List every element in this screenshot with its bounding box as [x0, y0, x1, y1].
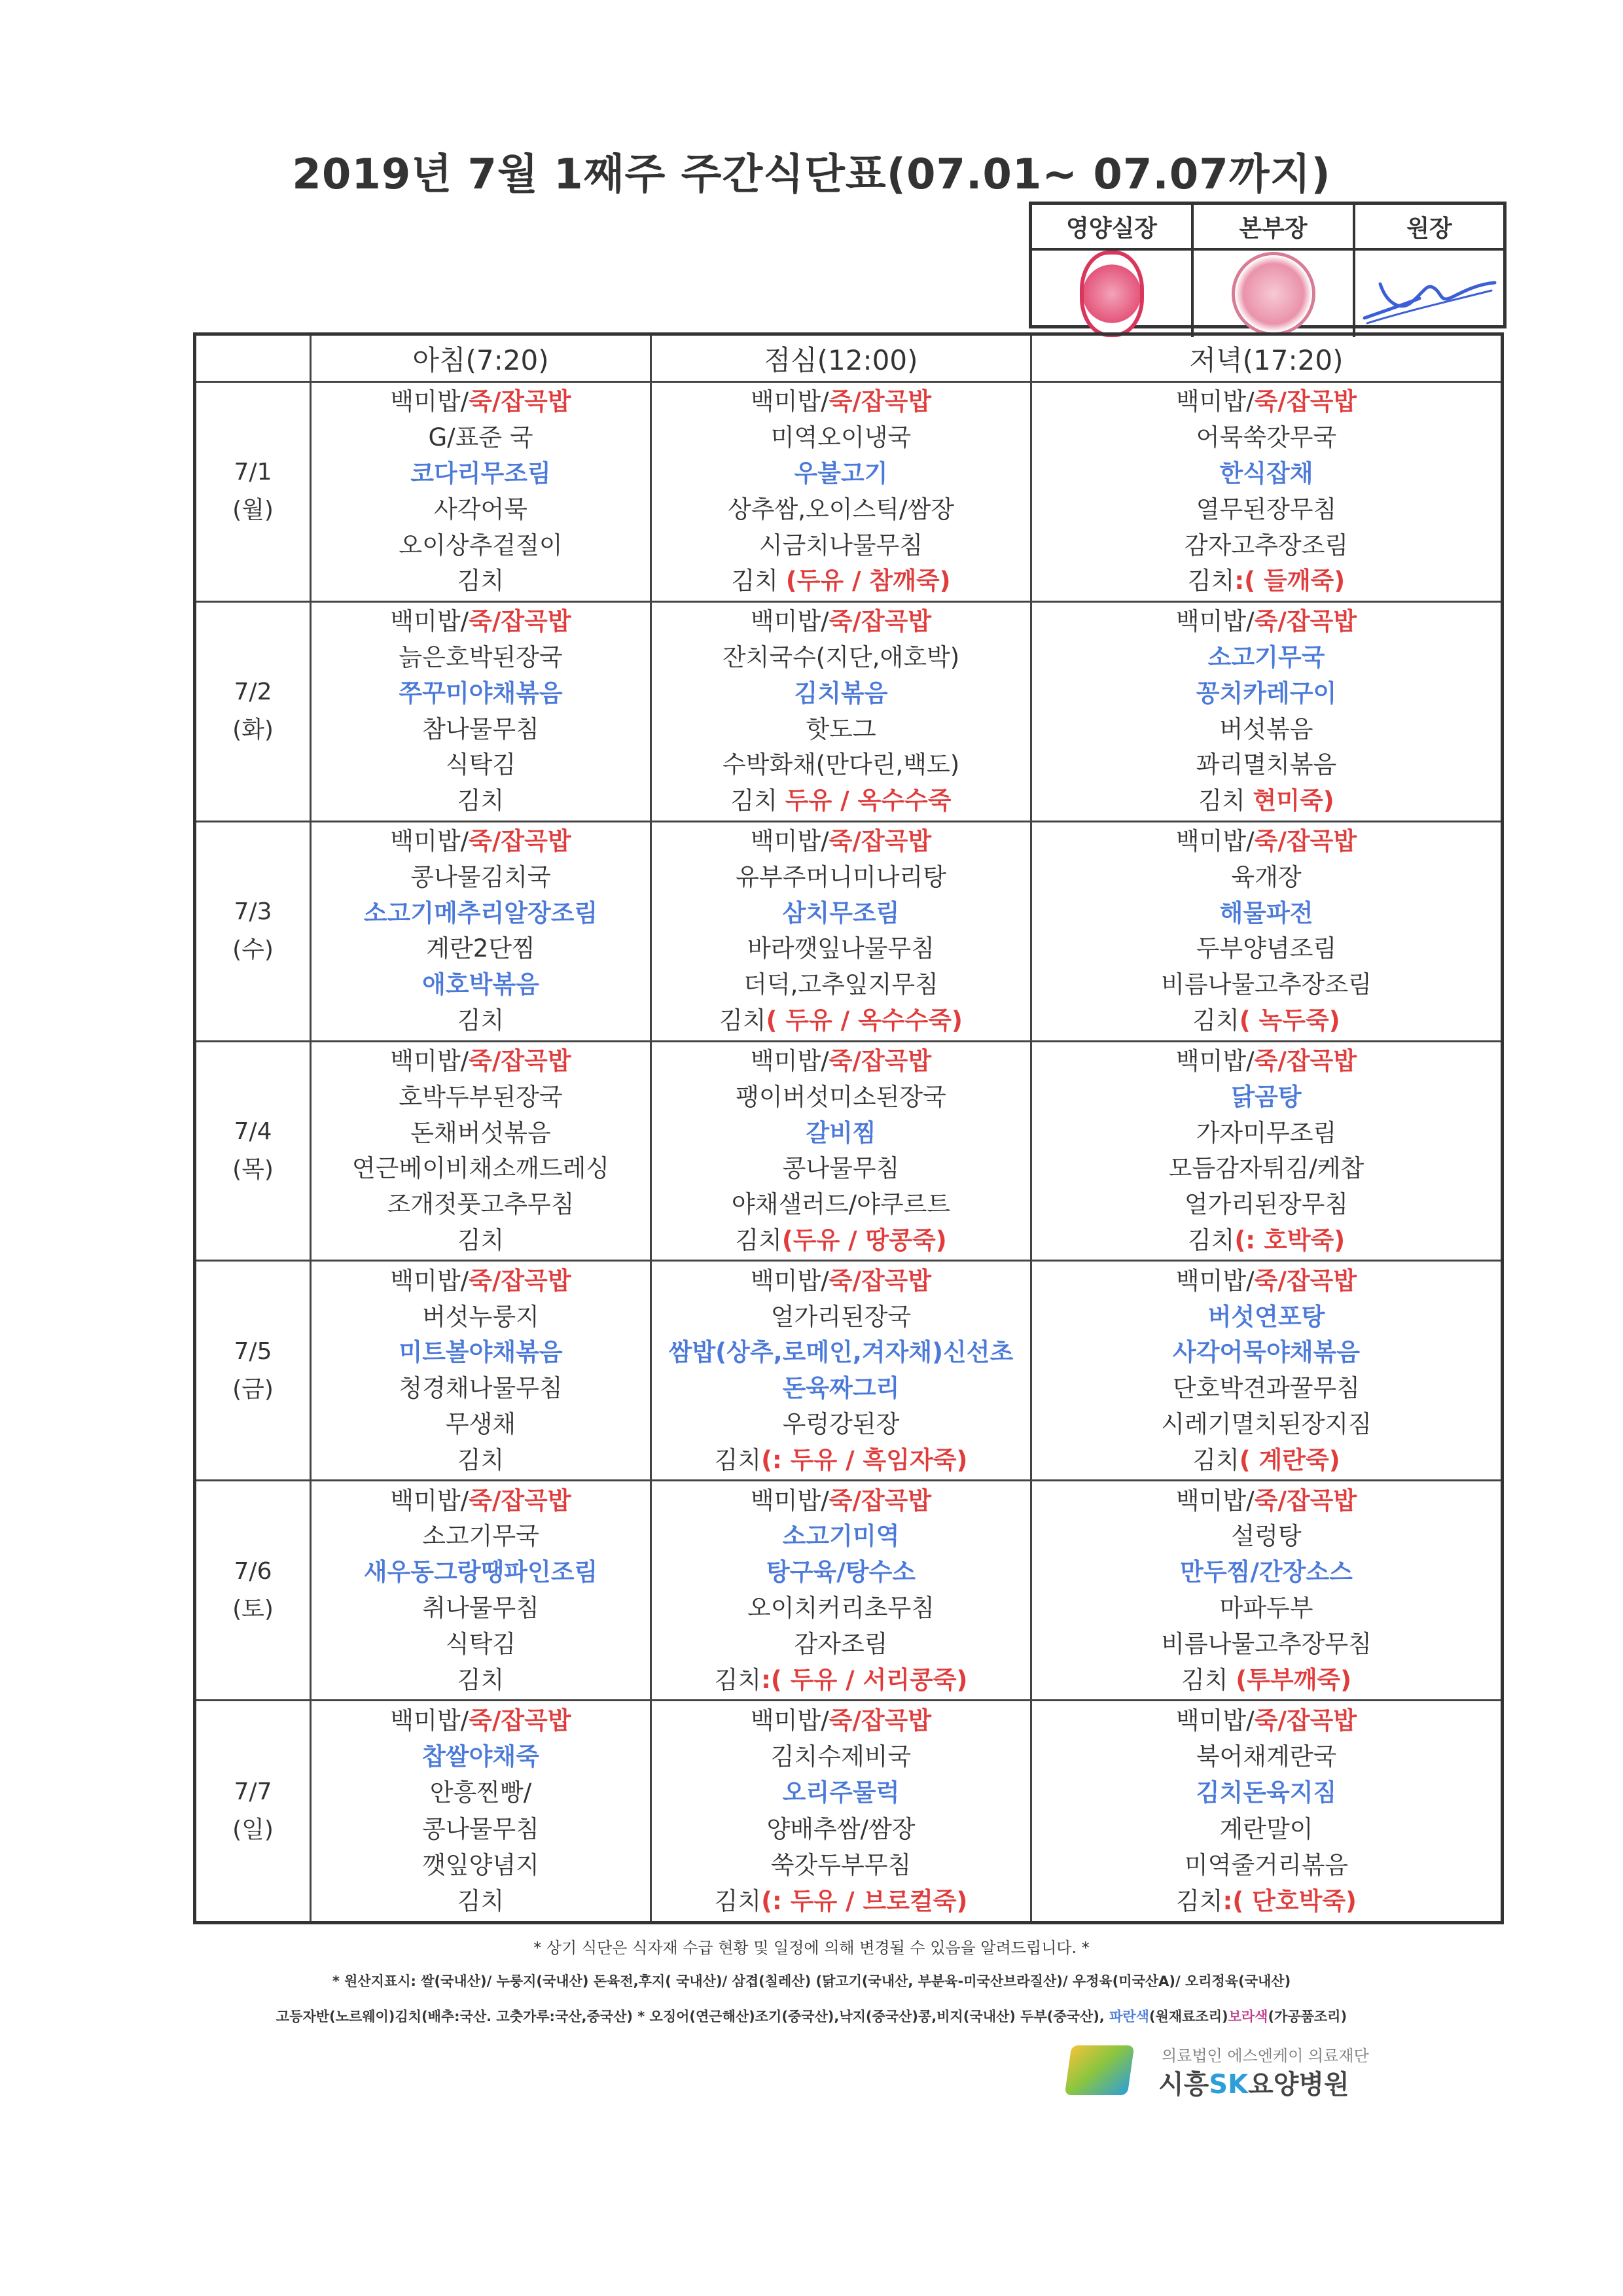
dinner-cell — [1032, 383, 1501, 603]
menu-item: 돈육짜그리 — [782, 1374, 900, 1403]
menu-item-last: 김치(두유 / 땅콩죽) — [735, 1226, 947, 1254]
origin-line-2: 고등자반(노르웨이)김치(배추:국산. 고춧가루:국산,중국산) * 오징어(연근해산)조기(중국산),낙지(중국산)콩,비지(국내산) 두부(중국산), 파란색(원재료조리)보라색(가공품조리) — [276, 2009, 1347, 2024]
menu-item: 어묵쑥갓무국 — [1196, 423, 1337, 452]
menu-item: 청경채나물무침 — [399, 1374, 563, 1403]
dinner-cell — [1032, 1042, 1501, 1262]
day-weekday: (일) — [232, 1816, 274, 1844]
menu-item: 닭곰탕 — [1231, 1082, 1302, 1111]
menu-item: 버섯누룽지 — [422, 1302, 539, 1331]
day-weekday: (금) — [232, 1375, 274, 1403]
menu-item: 비름나물고추장조림 — [1161, 970, 1372, 999]
menu-item: 상추쌈,오이스틱/쌈장 — [728, 495, 954, 523]
menu-item: 호박두부된장국 — [399, 1082, 563, 1111]
menu-item: 열무된장무침 — [1196, 495, 1337, 523]
lunch-cell — [652, 1701, 1032, 1921]
approval-header-director: 본부장 — [1194, 205, 1355, 251]
day-cell — [196, 383, 312, 603]
menu-item: 쑥갓두부무침 — [770, 1850, 912, 1879]
rice-line: 백미밥/죽/잡곡밥 — [1175, 387, 1357, 416]
rice-line: 백미밥/죽/잡곡밥 — [390, 1486, 571, 1515]
rice-line: 백미밥/죽/잡곡밥 — [1175, 827, 1357, 856]
menu-item: 더덕,고추잎지무침 — [743, 970, 938, 999]
notice-line: * 상기 식단은 식자재 수급 현황 및 일정에 의해 변경될 수 있음을 알려드립니다. * — [533, 1939, 1090, 1957]
menu-item: 소고기무국 — [1207, 643, 1325, 672]
menu-item: 찹쌀야채죽 — [422, 1742, 539, 1771]
rice-line: 백미밥/죽/잡곡밥 — [750, 387, 932, 416]
menu-item: 김치 — [457, 1226, 505, 1254]
hospital-logo-icon — [1065, 2041, 1137, 2098]
menu-item: 소고기무국 — [422, 1522, 539, 1551]
menu-item-last: 김치:( 단호박죽) — [1176, 1887, 1357, 1916]
menu-item: 모듬감자튀김/케찹 — [1168, 1154, 1364, 1183]
menu-item-last: 김치( 녹두죽) — [1192, 1006, 1340, 1035]
menu-item-last: 김치( 두유 / 옥수수죽) — [719, 1006, 963, 1035]
rice-line: 백미밥/죽/잡곡밥 — [750, 1486, 932, 1515]
seal-stamp-icon — [1080, 251, 1144, 337]
menu-item: 우렁강된장 — [782, 1410, 900, 1438]
rice-line: 백미밥/죽/잡곡밥 — [390, 1046, 571, 1075]
menu-item: 우불고기 — [794, 459, 888, 487]
rice-line: 백미밥/죽/잡곡밥 — [1175, 1046, 1357, 1075]
breakfast-cell — [312, 1042, 652, 1262]
menu-item: 마파두부 — [1219, 1594, 1313, 1623]
day-weekday: (화) — [232, 716, 274, 744]
menu-item-last: 김치( 계란죽) — [1192, 1445, 1340, 1474]
menu-item: 쭈꾸미야채볶음 — [399, 679, 563, 707]
menu-table — [193, 332, 1504, 1924]
menu-item-last: 김치 두유 / 옥수수죽 — [730, 786, 952, 815]
menu-item: 유부주머니미나리탕 — [736, 862, 946, 891]
menu-item: 콩나물무침 — [422, 1814, 539, 1843]
menu-item: 꽈리멸치볶음 — [1196, 751, 1337, 779]
menu-item: 김치 — [457, 1665, 505, 1694]
menu-item: 미역오이냉국 — [770, 423, 912, 452]
header-dinner: 저녁(17:20) — [1032, 336, 1501, 383]
menu-item: 육개장 — [1231, 862, 1302, 891]
dinner-cell — [1032, 1701, 1501, 1921]
hospital-name: 시흥SK요양병원 — [1158, 2070, 1349, 2100]
menu-item: 늙은호박된장국 — [399, 643, 563, 672]
menu-item-last: 김치 (투부깨죽) — [1181, 1665, 1352, 1694]
menu-item: 김치수제비국 — [770, 1742, 912, 1771]
day-date: 7/6 — [234, 1557, 272, 1585]
breakfast-cell — [312, 1481, 652, 1701]
day-date: 7/1 — [234, 459, 272, 486]
menu-item: 잔치국수(지단,애호박) — [722, 643, 960, 672]
dinner-cell — [1032, 1262, 1501, 1481]
dinner-cell — [1032, 603, 1501, 822]
day-weekday: (목) — [232, 1156, 274, 1183]
menu-item: 김치 — [457, 786, 505, 815]
approval-header-president: 원장 — [1355, 205, 1503, 251]
dinner-cell — [1032, 1481, 1501, 1701]
day-date: 7/5 — [234, 1337, 272, 1365]
menu-item: 소고기미역 — [782, 1522, 900, 1551]
menu-item: 해물파전 — [1219, 898, 1313, 927]
day-date: 7/2 — [234, 679, 272, 706]
hospital-subtitle: 의료법인 에스엔케이 의료재단 — [1162, 2047, 1369, 2065]
day-weekday: (토) — [232, 1595, 274, 1623]
seal-stamp-icon — [1232, 252, 1315, 336]
dinner-cell — [1032, 822, 1501, 1042]
lunch-cell — [652, 1481, 1032, 1701]
menu-item: 계란말이 — [1219, 1814, 1313, 1843]
menu-item: 바라깻잎나물무침 — [747, 934, 935, 963]
menu-item: 콩나물무침 — [782, 1154, 900, 1183]
lunch-cell — [652, 1262, 1032, 1481]
menu-item: 김치 — [457, 1445, 505, 1474]
rice-line: 백미밥/죽/잡곡밥 — [390, 607, 571, 636]
menu-item: 김치 — [457, 567, 505, 595]
menu-item: 비름나물고추장무침 — [1161, 1629, 1372, 1658]
menu-item: 취나물무침 — [422, 1594, 539, 1623]
menu-item: 버섯볶음 — [1219, 715, 1313, 743]
menu-item-last: 김치 현미죽) — [1198, 786, 1334, 815]
rice-line: 백미밥/죽/잡곡밥 — [390, 387, 571, 416]
rice-line: 백미밥/죽/잡곡밥 — [390, 1266, 571, 1295]
header-corner — [196, 336, 312, 383]
menu-item: 한식잡채 — [1219, 459, 1313, 487]
breakfast-cell — [312, 383, 652, 603]
day-cell — [196, 1262, 312, 1481]
menu-item: 사각어묵 — [434, 495, 527, 523]
approval-sign-nutrition — [1032, 251, 1194, 337]
menu-item: 감자고추장조림 — [1184, 531, 1349, 559]
menu-item: 코다리무조림 — [410, 459, 551, 487]
menu-item: 오이치커리초무침 — [747, 1594, 935, 1623]
menu-item: 조개젓풋고추무침 — [387, 1190, 575, 1219]
menu-item: 얼가리된장무침 — [1184, 1190, 1349, 1219]
menu-item-last: 김치(: 호박죽) — [1187, 1226, 1346, 1254]
menu-item: 콩나물김치국 — [410, 862, 551, 891]
day-date: 7/3 — [234, 898, 272, 926]
day-cell — [196, 1701, 312, 1921]
approval-sign-director — [1194, 251, 1355, 337]
day-cell — [196, 1042, 312, 1262]
menu-item: 참나물무침 — [422, 715, 539, 743]
menu-item: 안흥찐빵/ — [429, 1778, 532, 1807]
menu-item: 식탁김 — [445, 1629, 516, 1658]
menu-item: 꽁치카레구이 — [1196, 679, 1337, 707]
rice-line: 백미밥/죽/잡곡밥 — [1175, 1266, 1357, 1295]
header-breakfast: 아침(7:20) — [312, 336, 652, 383]
menu-item: 팽이버섯미소된장국 — [736, 1082, 946, 1111]
rice-line: 백미밥/죽/잡곡밥 — [750, 607, 932, 636]
breakfast-cell — [312, 1262, 652, 1481]
menu-item-last: 김치(: 두유 / 흑임자죽) — [714, 1445, 968, 1474]
rice-line: 백미밥/죽/잡곡밥 — [750, 1046, 932, 1075]
approval-header-nutrition: 영양실장 — [1032, 205, 1194, 251]
menu-item: 돈채버섯볶음 — [410, 1118, 551, 1147]
day-cell — [196, 822, 312, 1042]
menu-item-last: 김치:( 들깨죽) — [1187, 567, 1346, 595]
day-date: 7/4 — [234, 1118, 272, 1145]
menu-item-last: 김치 (두유 / 참깨죽) — [731, 567, 951, 595]
menu-item: 오이상추겉절이 — [399, 531, 563, 559]
menu-item: 삼치무조림 — [782, 898, 900, 927]
menu-item: 소고기메추리알장조림 — [363, 898, 598, 927]
menu-item: 야채샐러드/야쿠르트 — [731, 1190, 951, 1219]
menu-item: 두부양념조림 — [1196, 934, 1337, 963]
breakfast-cell — [312, 1701, 652, 1921]
menu-item: 무생채 — [445, 1410, 516, 1438]
approval-box — [1029, 202, 1507, 328]
menu-item: 김치 — [457, 1006, 505, 1035]
rice-line: 백미밥/죽/잡곡밥 — [1175, 1706, 1357, 1735]
menu-item: 쌈밥(상추,로메인,겨자채)신선초 — [668, 1338, 1014, 1367]
rice-line: 백미밥/죽/잡곡밥 — [750, 827, 932, 856]
day-cell — [196, 1481, 312, 1701]
menu-item: 시금치나물무침 — [758, 531, 923, 559]
menu-item: 김치볶음 — [794, 679, 888, 707]
menu-item: 김치 — [457, 1887, 505, 1916]
menu-item: 감자조림 — [794, 1629, 888, 1658]
menu-item: 계란2단찜 — [426, 934, 535, 963]
menu-item: 단호박견과꿀무침 — [1173, 1374, 1360, 1403]
rice-line: 백미밥/죽/잡곡밥 — [750, 1266, 932, 1295]
breakfast-cell — [312, 603, 652, 822]
menu-item: 북어채계란국 — [1196, 1742, 1337, 1771]
header-lunch: 점심(12:00) — [652, 336, 1032, 383]
breakfast-cell — [312, 822, 652, 1042]
menu-item: 가자미무조림 — [1196, 1118, 1337, 1147]
day-date: 7/7 — [234, 1778, 272, 1806]
day-weekday: (수) — [232, 936, 274, 964]
menu-item: 김치돈육지짐 — [1196, 1778, 1337, 1807]
signature-icon — [1361, 258, 1498, 330]
menu-item: 양배추쌈/쌈장 — [766, 1814, 916, 1843]
menu-item: G/표준 국 — [428, 423, 533, 452]
menu-item: 만두찜/간장소스 — [1180, 1558, 1353, 1587]
lunch-cell — [652, 822, 1032, 1042]
menu-item: 탕구육/탕수소 — [766, 1558, 916, 1587]
menu-item: 애호박볶음 — [422, 970, 539, 999]
rice-line: 백미밥/죽/잡곡밥 — [1175, 607, 1357, 636]
menu-item: 수박화채(만다린,백도) — [722, 751, 960, 779]
rice-line: 백미밥/죽/잡곡밥 — [750, 1706, 932, 1735]
menu-item: 사각어묵야채볶음 — [1173, 1338, 1360, 1367]
menu-item: 설렁탕 — [1231, 1522, 1302, 1551]
menu-item: 얼가리된장국 — [770, 1302, 912, 1331]
menu-item: 버섯연포탕 — [1207, 1302, 1325, 1331]
lunch-cell — [652, 603, 1032, 822]
menu-item: 미트볼야채볶음 — [399, 1338, 563, 1367]
rice-line: 백미밥/죽/잡곡밥 — [390, 827, 571, 856]
menu-item: 새우동그랑땡파인조림 — [363, 1558, 598, 1587]
day-weekday: (월) — [232, 497, 274, 524]
menu-item-last: 김치:( 두유 / 서리콩죽) — [714, 1665, 968, 1694]
menu-item: 오리주물럭 — [782, 1778, 900, 1807]
lunch-cell — [652, 1042, 1032, 1262]
menu-item: 갈비찜 — [806, 1118, 876, 1147]
menu-item-last: 김치(: 두유 / 브로컬죽) — [714, 1887, 968, 1916]
approval-sign-president — [1355, 251, 1503, 337]
page-title: 2019년 7월 1째주 주간식단표(07.01~ 07.07까지) — [292, 150, 1331, 199]
menu-item: 미역줄거리볶음 — [1184, 1850, 1349, 1879]
menu-item: 연근베이비채소깨드레싱 — [351, 1154, 610, 1183]
menu-item: 핫도그 — [806, 715, 876, 743]
menu-item: 식탁김 — [445, 751, 516, 779]
menu-item: 시레기멸치된장지짐 — [1161, 1410, 1372, 1438]
lunch-cell — [652, 383, 1032, 603]
day-cell — [196, 603, 312, 822]
rice-line: 백미밥/죽/잡곡밥 — [1175, 1486, 1357, 1515]
menu-item: 깻잎양념지 — [422, 1850, 539, 1879]
rice-line: 백미밥/죽/잡곡밥 — [390, 1706, 571, 1735]
origin-line-1: * 원산지표시: 쌀(국내산)/ 누룽지(국내산) 돈육전,후지( 국내산)/ 삼겹(칠레산) (닭고기(국내산, 부분육-미국산브라질산)/ 우정육(미국산A)/ 오리정육(국내산) — [332, 1973, 1291, 1989]
